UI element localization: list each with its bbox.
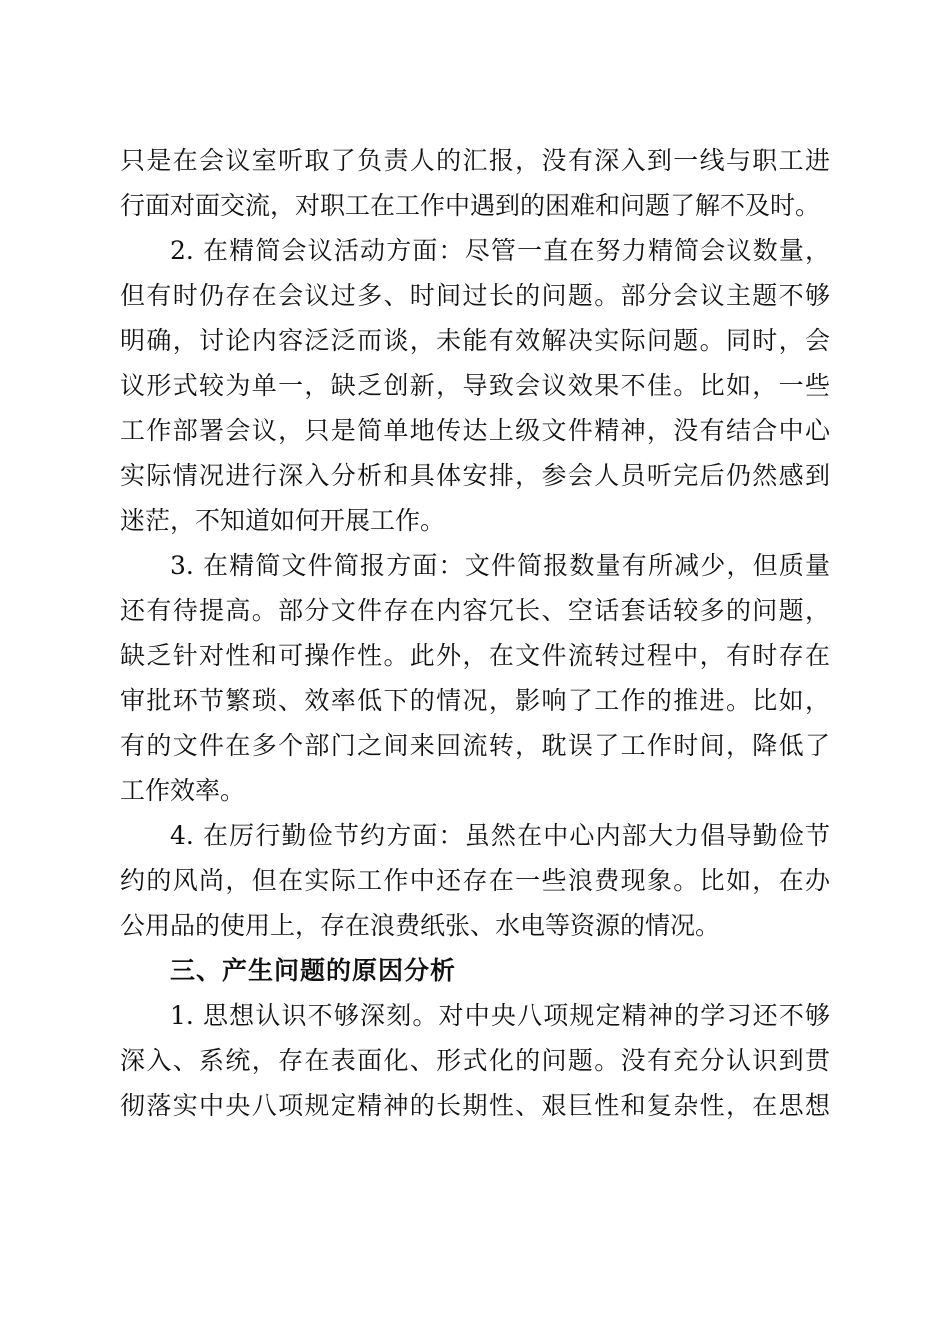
paragraph-line: 彻落实中央八项规定精神的长期性、艰巨性和复杂性，在思想 [120,1091,830,1120]
body-text [120,138,830,1128]
paragraph-line: 审批环节繁琐、效率低下的情况，影响了工作的推进。比如， [120,686,830,715]
paragraph-line: 3. 在精简文件简报方面：文件简报数量有所减少，但质量 [170,551,830,580]
paragraph-line: 明确，讨论内容泛泛而谈，未能有效解决实际问题。同时，会 [120,326,830,355]
paragraph-line: 4. 在厉行勤俭节约方面：虽然在中心内部大力倡导勤俭节 [170,821,830,850]
paragraph-line: 有的文件在多个部门之间来回流转，耽误了工作时间，降低了 [120,731,830,760]
paragraph-line: 1. 思想认识不够深刻。对中央八项规定精神的学习还不够 [170,1001,830,1030]
paragraph-line: 缺乏针对性和可操作性。此外，在文件流转过程中，有时存在 [120,641,830,670]
paragraph-line: 约的风尚，但在实际工作中还存在一些浪费现象。比如，在办 [120,866,830,895]
paragraph-line: 深入、系统，存在表面化、形式化的问题。没有充分认识到贯 [120,1046,830,1075]
paragraph-line: 工作部署会议，只是简单地传达上级文件精神，没有结合中心 [120,416,830,445]
paragraph-line: 迷茫，不知道如何开展工作。 [120,506,446,535]
paragraph-line: 2. 在精简会议活动方面：尽管一直在努力精简会议数量， [170,236,830,265]
paragraph-line: 工作效率。 [120,776,246,805]
paragraph-line: 实际情况进行深入分析和具体安排，参会人员听完后仍然感到 [120,461,830,490]
paragraph-line: 公用品的使用上，存在浪费纸张、水电等资源的情况。 [120,911,721,940]
paragraph-line: 只是在会议室听取了负责人的汇报，没有深入到一线与职工进 [120,146,830,175]
paragraph-line: 议形式较为单一，缺乏创新，导致会议效果不佳。比如，一些 [120,371,830,400]
section-heading: 三、产生问题的原因分析 [170,956,457,985]
paragraph-line: 但有时仍存在会议过多、时间过长的问题。部分会议主题不够 [120,281,830,310]
paragraph-line: 行面对面交流，对职工在工作中遇到的困难和问题了解不及时。 [120,191,821,220]
paragraph-line: 还有待提高。部分文件存在内容冗长、空话套话较多的问题， [120,596,830,625]
